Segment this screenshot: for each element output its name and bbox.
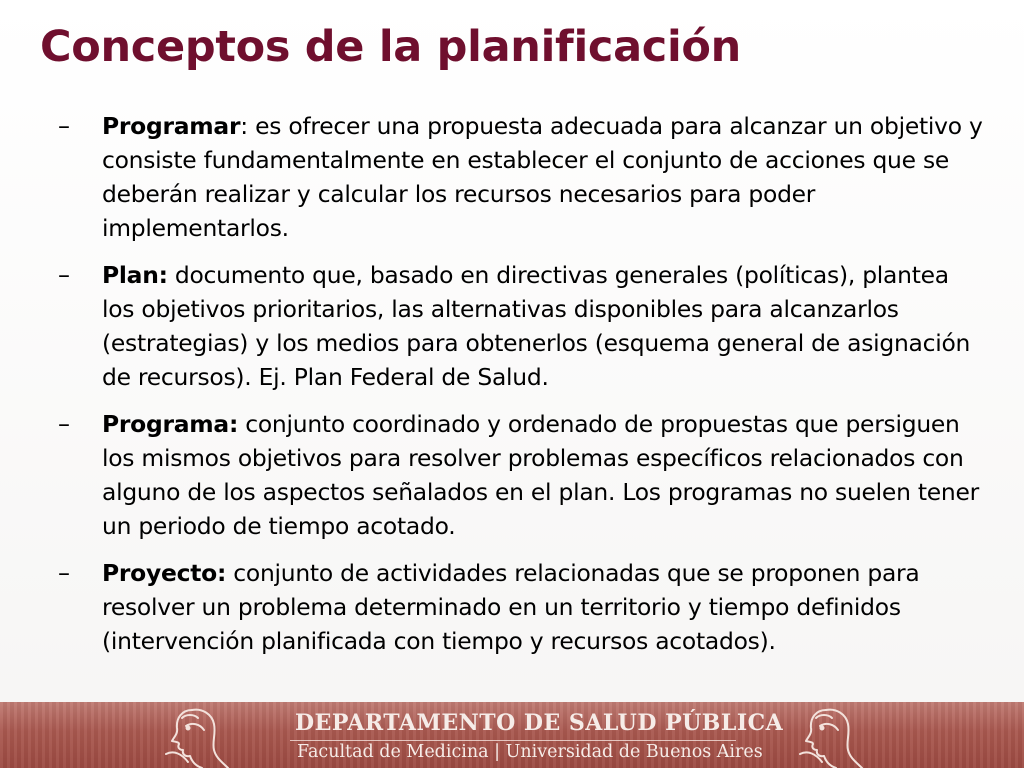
item-text [102,407,988,543]
item-term: Programa: [102,410,239,438]
item-description: conjunto de actividades relacionadas que se proponen para resolver un problema determinado en un territorio y tiempo definidos (intervención planificada con tiempo y recursos acotados). [102,559,920,655]
item-description: documento que, basado en directivas generales (políticas), plantea los objetivos prioritarios, las alternativas disponibles para alcanzarlos (estrategias) y los medios para obtenerlos (esquema general de asignación de recursos). Ej. Plan Federal de Salud. [102,261,971,391]
item-term: Programar [102,112,241,140]
footer-divider [290,740,736,741]
profile-emblem-icon [786,704,870,768]
footer-banner [0,702,1024,768]
list-item [58,258,988,394]
department-name: DEPARTAMENTO DE SALUD PÚBLICA [295,710,784,736]
dash-bullet: – [58,261,70,289]
dash-bullet: – [58,559,70,587]
item-text [102,258,988,394]
item-description: conjunto coordinado y ordenado de propuestas que persiguen los mismos objetivos para resolver problemas específicos relacionados con alguno de los aspectos señalados en el plan. Los programas no suelen tener un periodo de tiempo acotado. [102,410,979,540]
item-text [102,109,988,245]
profile-emblem-icon [152,704,236,768]
item-description: : es ofrecer una propuesta adecuada para alcanzar un objetivo y consiste fundamentalmente en establecer el conjunto de acciones que se deberán realizar y calcular los recursos necesarios para poder implementarlos. [102,112,983,242]
dash-bullet: – [58,410,70,438]
faculty-name: Facultad de Medicina | Universidad de Buenos Aires [297,742,763,762]
item-term: Proyecto: [102,559,227,587]
list-item [58,556,988,658]
item-text [102,556,988,658]
dash-bullet: – [58,112,70,140]
definition-list [58,109,988,671]
list-item [58,109,988,245]
item-term: Plan: [102,261,168,289]
slide-title: Conceptos de la planificación [40,22,741,72]
list-item [58,407,988,543]
